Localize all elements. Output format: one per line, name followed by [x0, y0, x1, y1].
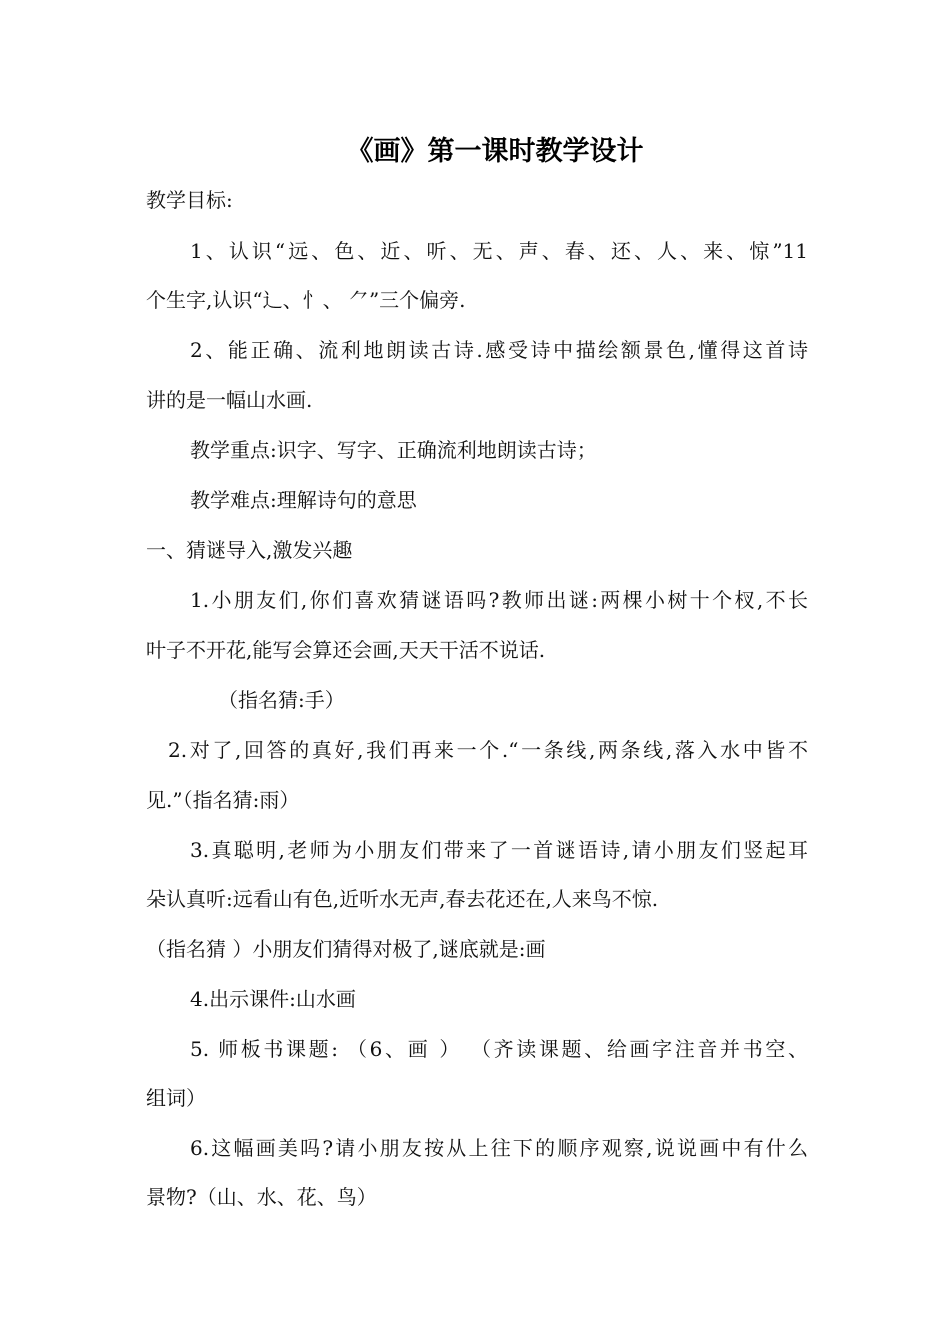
paragraph-line: 景物?（山、水、花、鸟）: [146, 1185, 377, 1209]
paragraph-line: 6.这幅画美吗?请小朋友按从上往下的顺序观察,说说画中有什么: [190, 1136, 808, 1160]
paragraph-line: 1.小朋友们,你们喜欢猜谜语吗?教师出谜:两棵小树十个杈,不长: [190, 588, 808, 612]
paragraph-line: 2.对了,回答的真好,我们再来一个.“一条线,两条线,落入水中皆不: [168, 738, 808, 762]
document-title: 《画》第一课时教学设计: [346, 136, 644, 167]
paragraph-line: 组词）: [146, 1086, 206, 1110]
paragraph-line: 讲的是一幅山水画.: [146, 388, 313, 412]
paragraph-line: （指名猜 ）小朋友们猜得对极了,谜底就是:画: [146, 937, 546, 961]
difficulty-line: 教学难点:理解诗句的意思: [190, 488, 417, 512]
answer-line: （指名猜:手）: [218, 688, 345, 712]
section-heading-objectives: 教学目标:: [146, 188, 233, 212]
section-heading-intro: 一、猜谜导入,激发兴趣: [146, 538, 353, 562]
paragraph-line: 个生字,认识“辶、忄、 ⺈”三个偏旁.: [146, 288, 466, 312]
paragraph-line: 4.出示课件:山水画: [190, 987, 356, 1011]
key-points-line: 教学重点:识字、写字、正确流利地朗读古诗；: [190, 438, 597, 462]
paragraph-line: 5. 师板书课题: （6、画 ） （齐读课题、给画字注音并书空、: [190, 1037, 808, 1061]
paragraph-line: 1、认识“远、色、近、听、无、声、春、还、人、来、惊”11: [190, 239, 808, 263]
paragraph-line: 叶子不开花,能写会算还会画,天天干活不说话.: [146, 638, 546, 662]
paragraph-line: 3.真聪明,老师为小朋友们带来了一首谜语诗,请小朋友们竖起耳: [190, 838, 808, 862]
paragraph-line: 2、能正确、流利地朗读古诗.感受诗中描绘额景色,懂得这首诗: [190, 338, 808, 362]
paragraph-line: 见.”（指名猜:雨）: [146, 788, 300, 812]
paragraph-line: 朵认真听:远看山有色,近听水无声,春去花还在,人来鸟不惊.: [146, 887, 659, 911]
